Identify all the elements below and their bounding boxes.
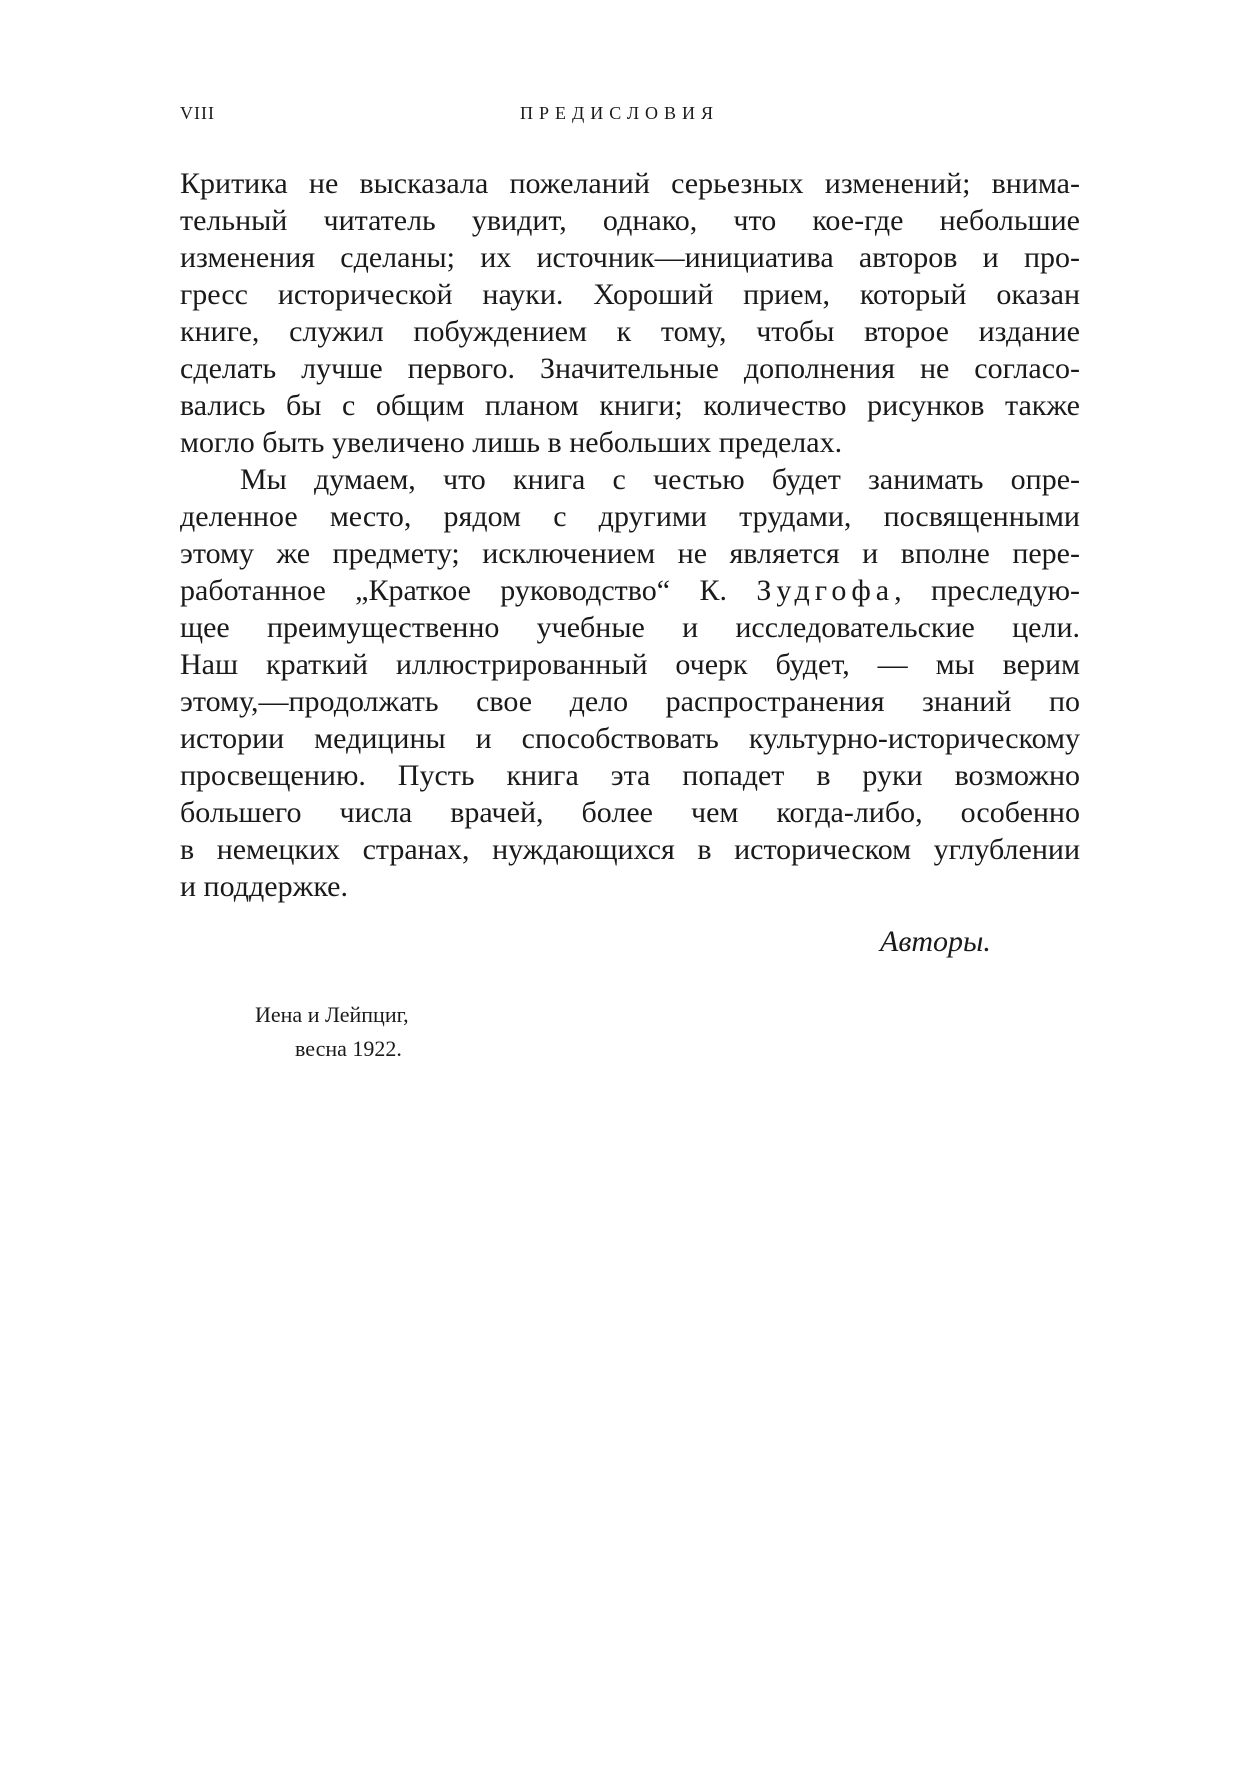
text-line: большего числа врачей, более чем когда-либо, особенно — [180, 796, 1080, 829]
text-fragment: работанное „Краткое руководство“ К. — [180, 574, 727, 607]
place-date — [255, 998, 409, 1066]
text-line: просвещению. Пусть книга эта попадет в руки возможно — [180, 759, 1080, 792]
page-header — [180, 103, 1080, 133]
text-line: вались бы с общим планом книги; количество рисунков также — [180, 389, 1080, 422]
text-line: деленное место, рядом с другими трудами, посвященными — [180, 500, 1080, 533]
text-line: книге, служил побуждением к тому, чтобы второе издание — [180, 315, 1080, 348]
text-line: этому,—продолжать свое дело распространения знаний по — [180, 685, 1080, 718]
text-line: изменения сделаны; их источник—инициатива авторов и про- — [180, 241, 1080, 274]
place: Иена и Лейпциг, — [255, 1002, 409, 1027]
text-line: и поддержке. — [180, 870, 348, 903]
text-line: щее преимущественно учебные и исследовательские цели. — [180, 611, 1080, 644]
text-line: Мы думаем, что книга с честью будет занимать опре- — [240, 463, 1080, 496]
text-line: истории медицины и способствовать культурно-историческому — [180, 722, 1080, 755]
text-line: могло быть увеличено лишь в небольших пределах. — [180, 426, 843, 459]
text-line: гресс исторической науки. Хороший прием, который оказан — [180, 278, 1080, 311]
text-line: в немецких странах, нуждающихся в историческом углублении — [180, 833, 1080, 866]
text-line: Наш краткий иллюстрированный очерк будет, — мы верим — [180, 648, 1080, 681]
text-line: Критика не высказала пожеланий серьезных изменений; внима- — [180, 167, 1080, 200]
text-fragment: , преследую- — [894, 574, 1080, 607]
text-line: этому же предмету; исключением не является и вполне пере- — [180, 537, 1080, 570]
date: весна 1922. — [295, 1036, 402, 1061]
signature: Авторы. — [880, 925, 991, 958]
text-line-with-name — [180, 572, 1080, 609]
paragraph-1 — [180, 165, 1080, 461]
page-number: VIII — [180, 103, 215, 123]
author-name-spaced: Зудгофа — [756, 574, 895, 607]
text-line: сделать лучше первого. Значительные дополнения не согласо- — [180, 352, 1080, 385]
text-line: тельный читатель увидит, однако, что кое-где небольшие — [180, 204, 1080, 237]
body-text — [180, 165, 1080, 905]
running-head: ПРЕДИСЛОВИЯ — [520, 103, 720, 123]
paragraph-2 — [180, 461, 1080, 905]
